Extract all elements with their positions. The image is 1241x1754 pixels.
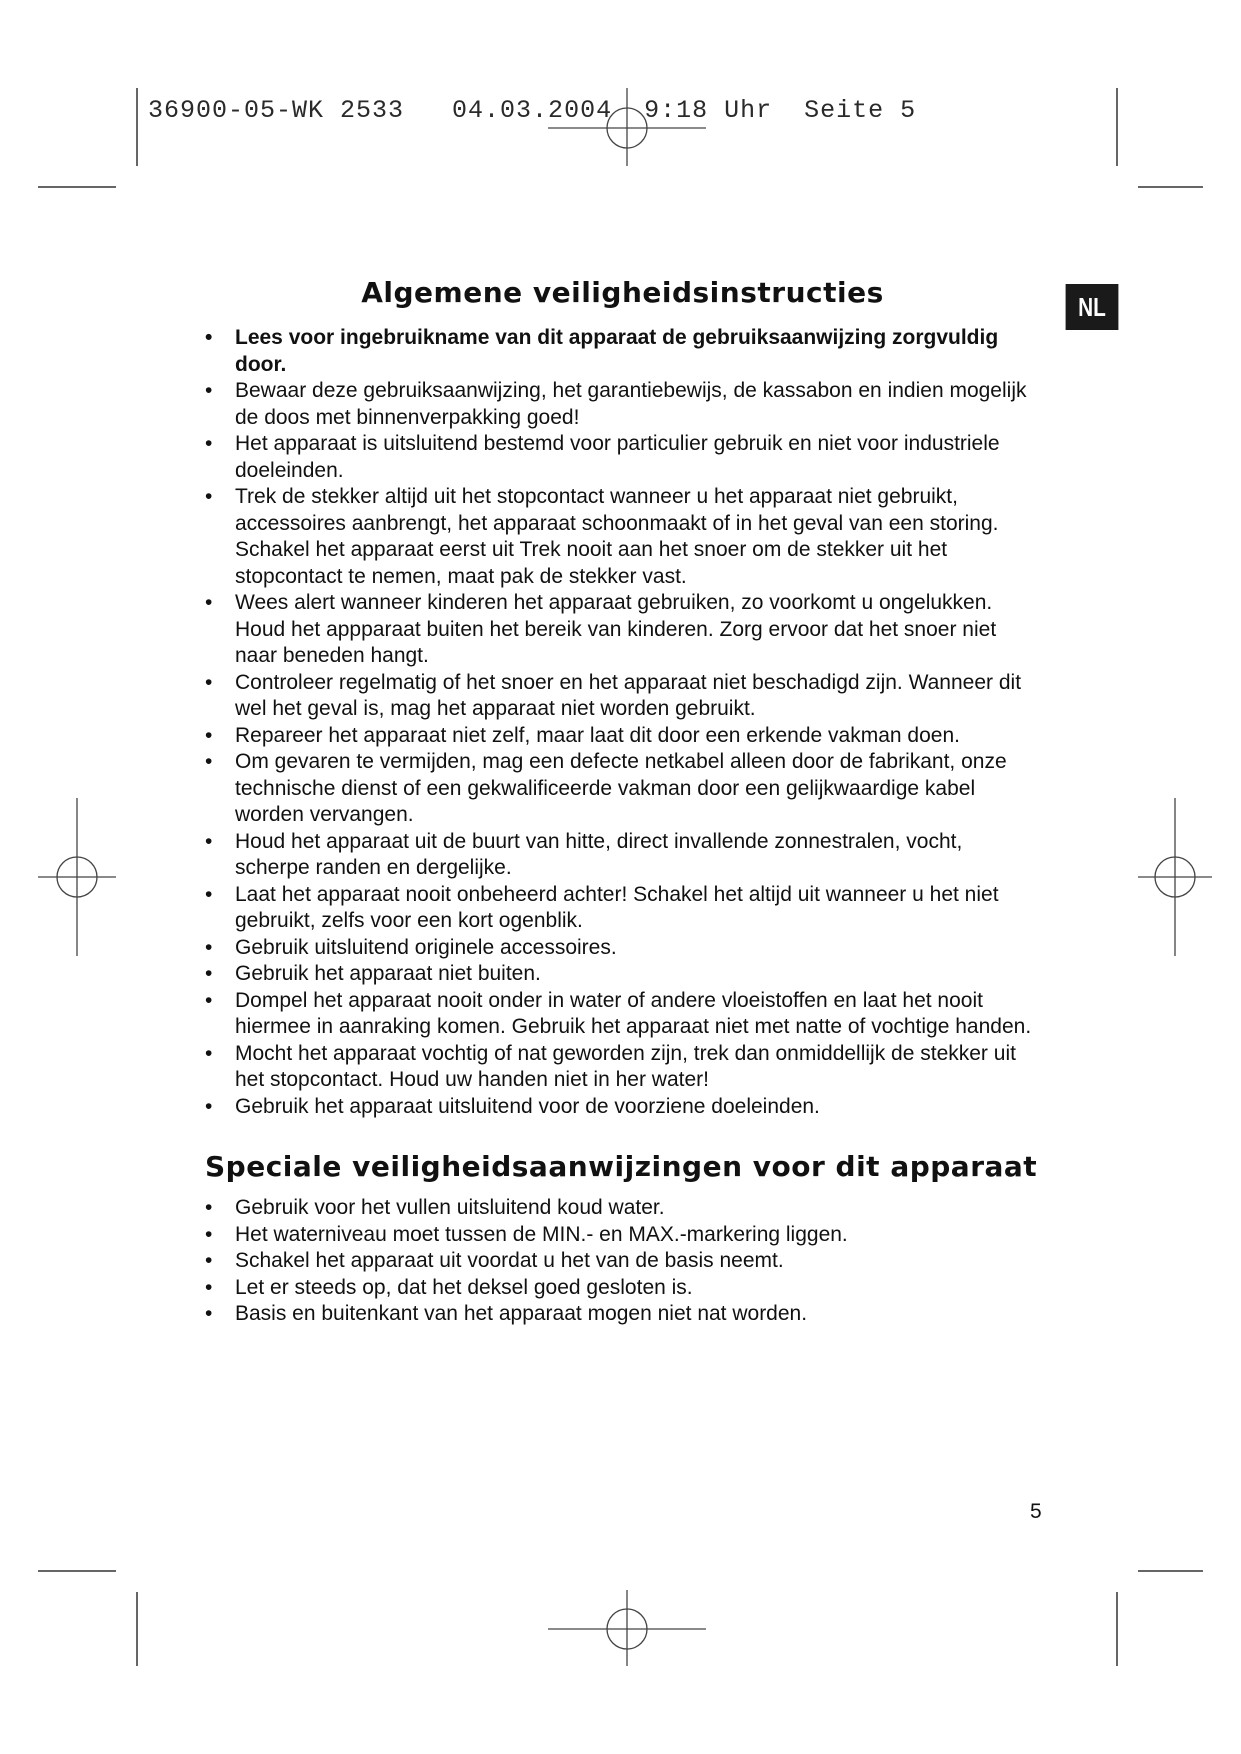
general-instructions-list [205,325,1040,1120]
list-item: • Houd het apparaat uit de buurt van hitte, direct invallende zonnestralen, vocht, scherpe randen en dergelijke. [205,829,1040,882]
section-title-special: Speciale veiligheidsaanwijzingen voor dit apparaat [205,1150,1038,1183]
list-item: • Trek de stekker altijd uit het stopcontact wanneer u het apparaat niet gebruikt, accessoires aanbrengt, het apparaat schoonmaakt of in het geval van een storing. Schakel het apparaat eerst uit Trek nooit aan het snoer om de stekker uit het stopcontact te nemen, maat pak de stekker vast. [205,484,1040,590]
list-item: • Laat het apparaat nooit onbeheerd achter! Schakel het altijd uit wanneer u het niet gebruikt, zelfs voor een kort ogenblik. [205,882,1040,935]
section-title-general: Algemene veiligheidsinstructies [361,276,884,309]
list-item: • Let er steeds op, dat het deksel goed gesloten is. [205,1275,1040,1302]
registration-mark-left-icon [38,798,116,956]
list-item: • Om gevaren te vermijden, mag een defecte netkabel alleen door de fabrikant, onze technische dienst of een gekwalificeerde vakman door een gelijkwaardige kabel worden vervangen. [205,749,1040,829]
list-item: • Controleer regelmatig of het snoer en het apparaat niet beschadigd zijn. Wanneer dit wel het geval is, mag het apparaat niet worden gebruikt. [205,670,1040,723]
list-item: • Basis en buitenkant van het apparaat mogen niet nat worden. [205,1301,1040,1328]
print-slug-header: 36900-05-WK 2533 04.03.2004 9:18 Uhr Seite 5 [148,96,917,125]
registration-mark-right-icon [1138,798,1212,956]
list-item: • Repareer het apparaat niet zelf, maar laat dit door een erkende vakman doen. [205,723,1040,750]
list-item: • Gebruik het apparaat uitsluitend voor de voorziene doeleinden. [205,1094,1040,1121]
list-item: • Lees voor ingebruikname van dit apparaat de gebruiksaanwijzing zorgvuldig door. [205,325,1040,378]
registration-mark-bottom-icon [548,1590,706,1666]
list-item: • Het apparaat is uitsluitend bestemd voor particulier gebruik en niet voor industriele doeleinden. [205,431,1040,484]
list-item: • Het waterniveau moet tussen de MIN.- en MAX.-markering liggen. [205,1222,1040,1249]
list-item: • Bewaar deze gebruiksaanwijzing, het garantiebewijs, de kassabon en indien mogelijk de doos met binnenverpakking goed! [205,378,1040,431]
list-item: • Dompel het apparaat nooit onder in water of andere vloeistoffen en laat het nooit hiermee in aanraking komen. Gebruik het apparaat niet met natte of vochtige handen. [205,988,1040,1041]
list-item: • Wees alert wanneer kinderen het apparaat gebruiken, zo voorkomt u ongelukken. Houd het appparaat buiten het bereik van kinderen. Zorg ervoor dat het snoer niet naar beneden hangt. [205,590,1040,670]
list-item: • Gebruik uitsluitend originele accessoires. [205,935,1040,962]
list-item: • Gebruik het apparaat niet buiten. [205,961,1040,988]
list-item: • Mocht het apparaat vochtig of nat geworden zijn, trek dan onmiddellijk de stekker uit het stopcontact. Houd uw handen niet in her water! [205,1041,1040,1094]
main-content [205,276,1040,1328]
list-item: • Gebruik voor het vullen uitsluitend koud water. [205,1195,1040,1222]
list-item: • Schakel het apparaat uit voordat u het van de basis neemt. [205,1248,1040,1275]
special-instructions-list [205,1195,1040,1328]
language-tab: NL [1066,284,1119,330]
page-number: 5 [1030,1500,1042,1523]
